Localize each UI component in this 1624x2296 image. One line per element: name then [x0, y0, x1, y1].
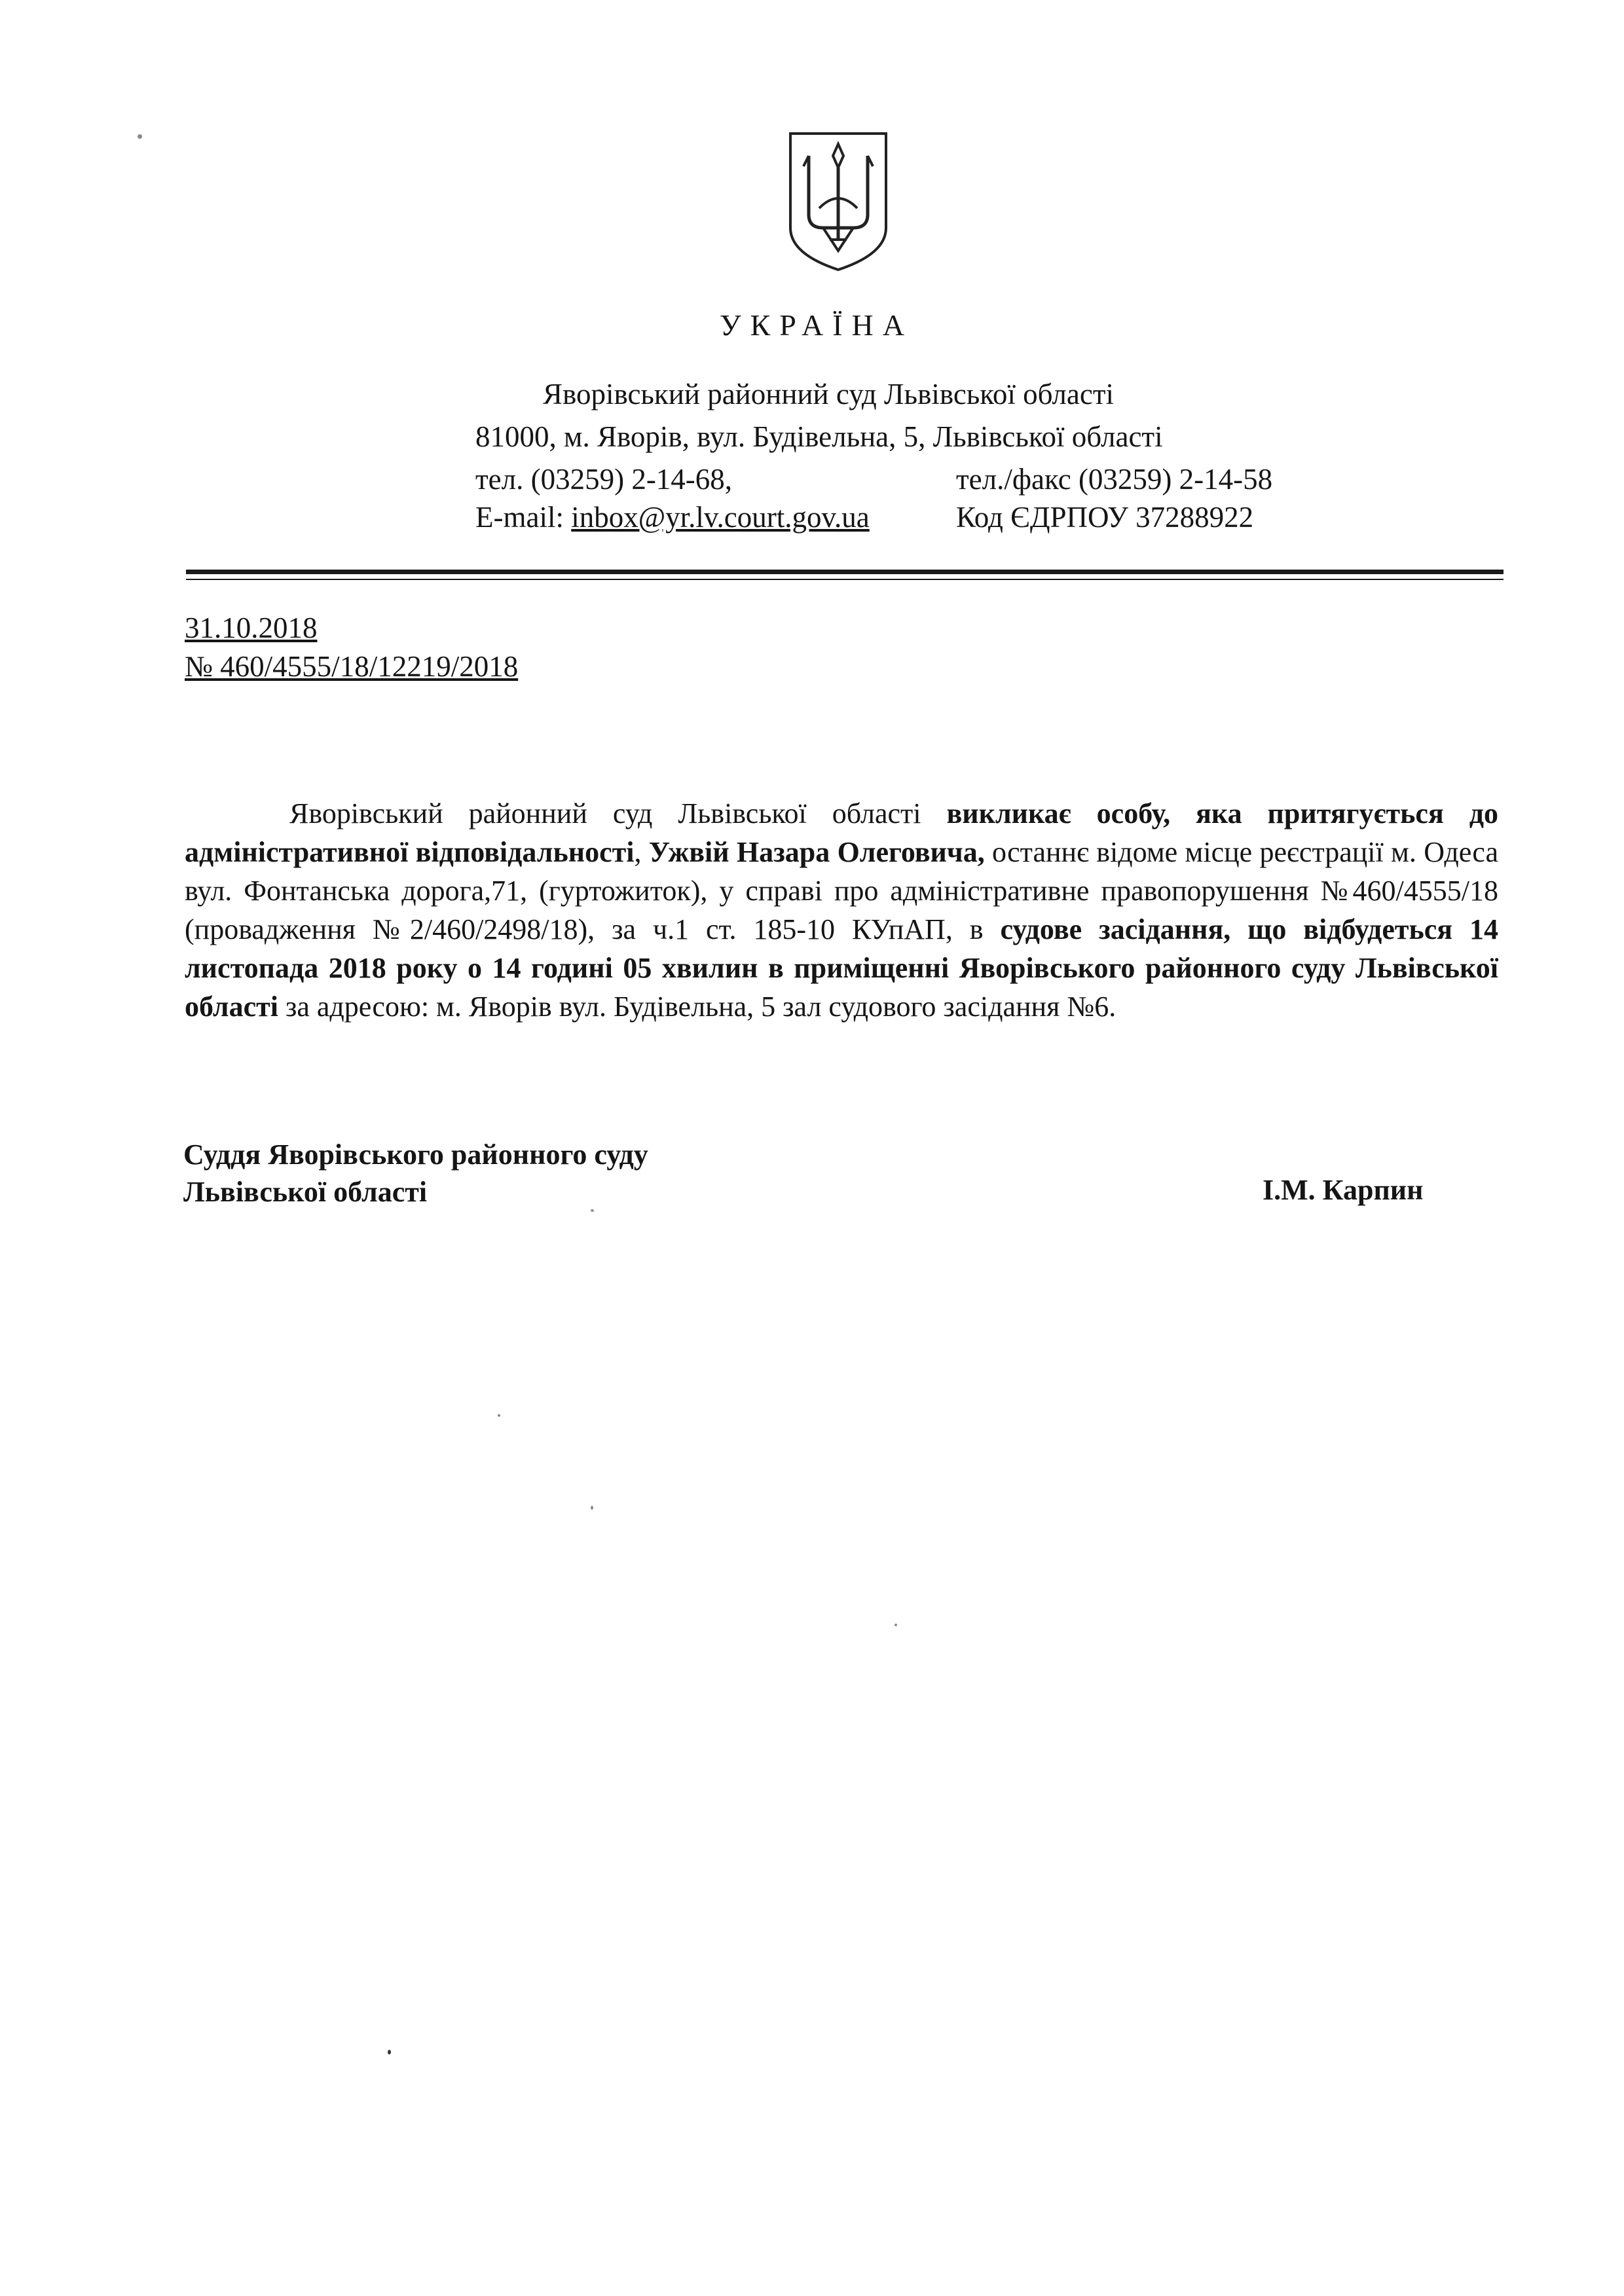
court-phone: тел. (03259) 2-14-68,: [475, 463, 733, 496]
scan-speck: [591, 1506, 593, 1510]
header-divider-thin: [186, 579, 1504, 580]
summons-paragraph: [185, 794, 1498, 1026]
judge-title-line-1: Суддя Яворівського районного суду: [183, 1139, 648, 1171]
scan-speck: [591, 1209, 594, 1212]
court-address: 81000, м. Яворів, вул. Будівельна, 5, Львівської області: [475, 420, 1163, 453]
court-fax: тел./факс (03259) 2-14-58: [956, 463, 1273, 496]
scan-speck: [138, 134, 142, 139]
judge-title: [183, 1136, 648, 1211]
email-link[interactable]: inbox@yr.lv.court.gov.ua: [571, 501, 870, 534]
body-text-4-bold: Ужвій Назара Олеговича,: [648, 836, 985, 868]
scan-speck: [388, 2050, 391, 2054]
trident-emblem-icon: [786, 130, 890, 272]
document-date: 31.10.2018: [185, 611, 318, 644]
court-edrpou: Код ЄДРПОУ 37288922: [956, 501, 1254, 534]
document-number: № 460/4555/18/12219/2018: [185, 650, 519, 683]
email-label: E-mail:: [475, 501, 572, 534]
court-name: Яворівський районний суд Львівської області: [543, 378, 1114, 410]
body-text-1: Яворівський районний суд Львівської області: [289, 797, 947, 829]
body-text-5: останнє відоме місце реєстрації м. Одеса вул. Фонтанська дорога,71, (гуртожиток), у справі про адміністративне правопорушення №460/4555/18 (провадження №2/460/2498/18), за ч.1 ст. 185-10 КУпАП, в: [185, 836, 1499, 945]
country-heading: УКРАЇНА: [720, 308, 913, 342]
judge-name: І.М. Карпин: [1263, 1174, 1424, 1206]
judge-title-line-2: Львівської області: [183, 1176, 428, 1208]
body-text-7: за адресою: м. Яворів вул. Будівельна, 5 зал судового засідання №6.: [278, 991, 1116, 1023]
court-email-line: [475, 500, 870, 534]
body-text-2-bold: викликає особу, яка притягується до адміністративної відповідальності: [185, 797, 1498, 868]
scan-speck: [498, 1414, 500, 1417]
scan-speck: [895, 1624, 897, 1626]
body-text-3: ,: [634, 836, 649, 868]
body-text-6-bold: судове засідання, що відбудеться 14 листопада 2018 року о 14 годині 05 хвилин в приміщенні Яворівського районного суду Львівської області: [185, 913, 1498, 1023]
header-divider: [186, 570, 1504, 574]
